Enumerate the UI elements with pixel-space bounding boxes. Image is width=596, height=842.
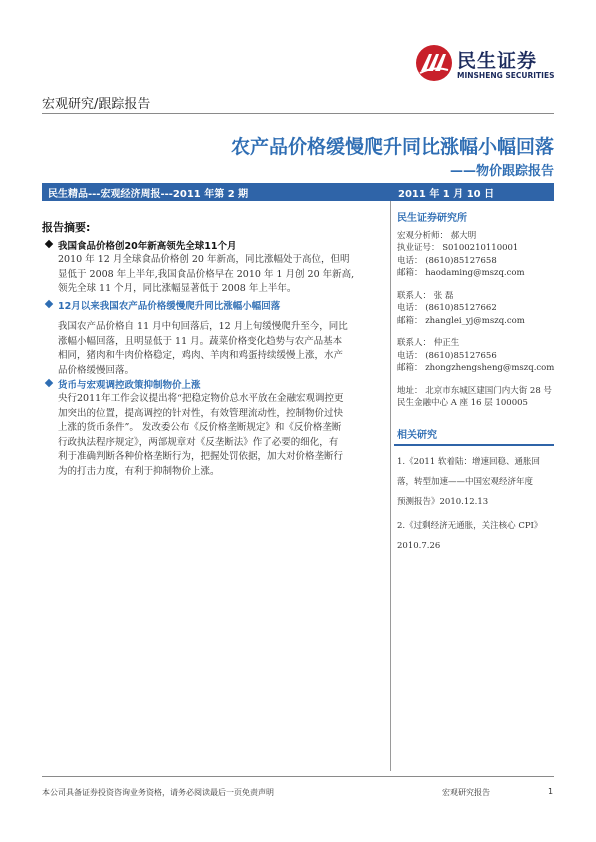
footer-series: 宏观研究报告	[442, 788, 490, 797]
contact-block	[397, 230, 557, 280]
contact-line: 电话： (8610)85127662	[397, 303, 497, 313]
contact-line: 电话： (8610)85127658	[397, 255, 497, 266]
summary-item-text	[58, 392, 378, 479]
address-line: 民生金融中心 A 座 16 层 100005	[397, 398, 528, 408]
summary-item-text	[58, 253, 378, 297]
related-line: 落，转型加速——中国宏观经济年度	[397, 477, 534, 487]
address-block	[397, 385, 557, 410]
contact-email-link[interactable]: 邮箱： zhanglei_yj@mszq.com	[397, 315, 525, 326]
column-divider	[390, 201, 391, 771]
text-line: 领先全球 11 个月，同比涨幅显著低于 2008 年上半年。	[58, 283, 297, 294]
text-line: 显低于 2008 年上半年,我国食品价格早在 2010 年 1 月创 20 年新高,	[58, 268, 355, 280]
text-line: 2010 年 12 月全球食品价格创 20 年新高，同比涨幅处于高位，但明	[58, 254, 350, 265]
summary-item-heading: 12月以来我国农产品价格缓慢爬升同比涨幅小幅回落	[58, 301, 281, 312]
summary-item-heading: 我国食品价格创20年新高领先全球11个月	[58, 241, 237, 252]
related-line: 2010.7.26	[397, 541, 441, 551]
page-number: 1	[548, 787, 554, 796]
related-heading: 相关研究	[397, 430, 437, 441]
summary-item-heading: 货币与宏观调控政策抑制物价上涨	[58, 380, 201, 391]
report-title: 农产品价格缓慢爬升同比涨幅小幅回落	[230, 136, 554, 158]
contact-line: 联系人： 仲正生	[397, 338, 460, 348]
contact-line: 电话： (8610)85127656	[397, 350, 497, 361]
bullet-icon	[45, 240, 53, 248]
text-line: 行政执法程序规定》，两部规章对《反垄断法》作了必要的细化，有	[58, 436, 339, 448]
minsheng-logo-icon	[415, 44, 453, 82]
summary-item-text	[58, 320, 378, 378]
text-line: 相同，猪肉和牛肉价格稳定，鸡肉、羊肉和鸡蛋持续缓慢上涨，水产	[58, 350, 344, 361]
text-line: 我国农产品价格自 11 月中旬回落后，12 月上旬缓慢爬升至今，同比	[58, 321, 348, 332]
report-subtitle: ——物价跟踪报告	[449, 164, 554, 179]
footer-divider	[42, 776, 554, 777]
brand-name-en: MINSHENG SECURITIES	[457, 71, 555, 80]
contact-line: 宏观分析师： 郝大明	[397, 230, 477, 241]
address-line: 地址： 北京市东城区建国门内大街 28 号	[397, 385, 552, 396]
text-line: 上涨的货币条件”。 发改委公布《反价格垄断规定》和《反价格垄断	[58, 422, 342, 433]
contacts-title: 民生证券研究所	[397, 213, 467, 224]
contact-line: 执业证号： S0100210110001	[397, 243, 519, 253]
text-line: 涨幅小幅回落，且明显低于 11 月。蔬菜价格变化趋势与农产品基本	[58, 335, 343, 347]
contact-email-link[interactable]: 邮箱： zhongzhengsheng@mszq.com	[397, 363, 555, 373]
contact-block	[397, 337, 557, 375]
header-divider	[42, 113, 554, 114]
issue-date: 2011 年 1 月 10 日	[398, 189, 495, 200]
brand-name-cn: 民生证券	[457, 50, 538, 72]
related-divider	[394, 444, 554, 446]
text-line: 品价格缓慢回落。	[58, 364, 135, 376]
related-line: 预测报告》2010.12.13	[397, 497, 489, 507]
issue-label: 民生精品---宏观经济周报---2011 年第 2 期	[48, 189, 249, 200]
bullet-icon	[45, 300, 53, 308]
contacts-panel	[397, 213, 557, 410]
related-line: 2.《过剩经济无通胀，关注核心 CPI》	[397, 521, 543, 531]
contact-line: 联系人： 张 磊	[397, 290, 454, 301]
text-line: 加突出的位置，提高调控的针对性，有效管理流动性，控制物价过快	[58, 407, 344, 419]
text-line: 央行2011年工作会议提出将“把稳定物价总水平放在金融宏观调控更	[58, 393, 344, 404]
bullet-icon	[45, 379, 53, 387]
summary-heading: 报告摘要:	[42, 221, 91, 234]
brand-logo	[415, 44, 555, 84]
related-list	[397, 452, 557, 556]
text-line: 利于准确判断各种价格垄断行为，把握处罚依据，加大对价格垄断行	[58, 451, 344, 462]
footer-disclaimer: 本公司具备证券投资咨询业务资格，请务必阅读最后一页免责声明	[42, 788, 274, 797]
text-line: 为的打击力度，有利于抑制物价上涨。	[58, 465, 220, 477]
related-line: 1.《2011 软着陆：增速回稳、通胀回	[397, 457, 540, 467]
contact-block	[397, 290, 557, 328]
report-category: 宏观研究/跟踪报告	[42, 97, 151, 112]
contact-email-link[interactable]: 邮箱： haodaming@mszq.com	[397, 268, 525, 278]
